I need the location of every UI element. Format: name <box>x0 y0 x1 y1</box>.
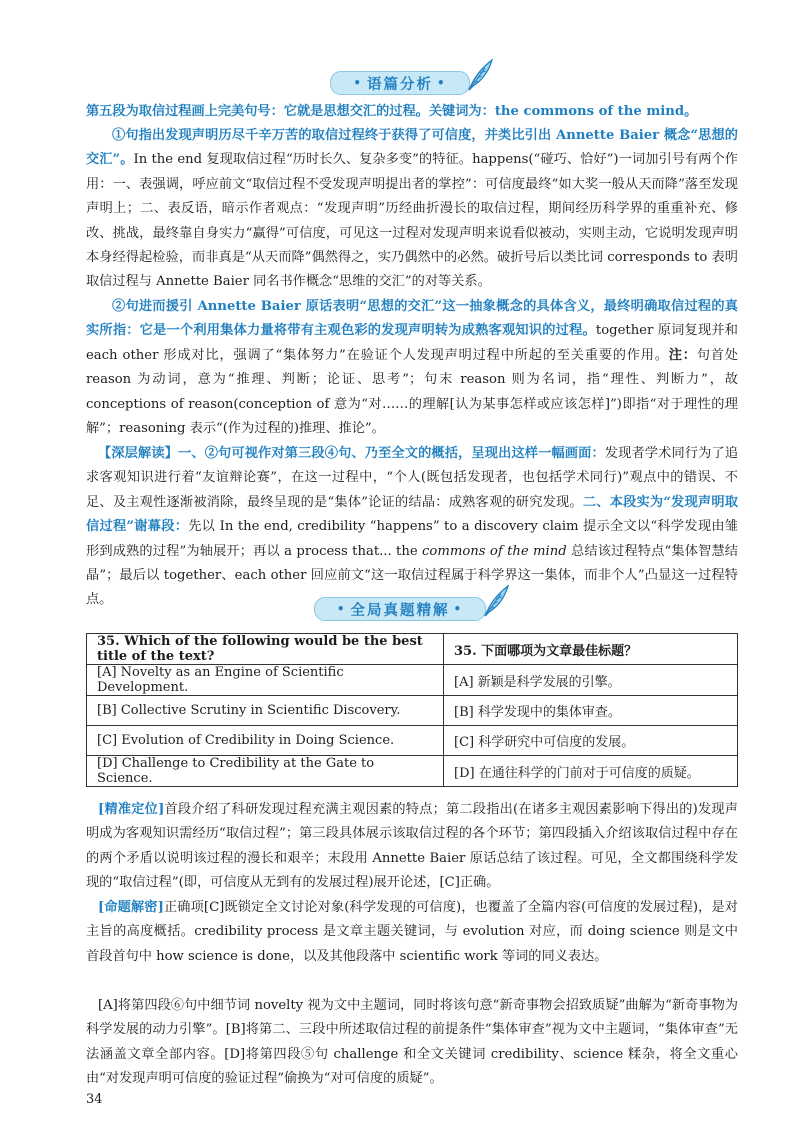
deep-reading-point1: 一、②句可视作对第三段④句、乃至全文的概括，呈现出这样一幅画面： <box>178 446 605 461</box>
quill-icon <box>465 58 495 92</box>
table-row <box>87 756 738 787</box>
deep-reading-point2: 二、本段实为“发现声明取信过程”谢幕段： <box>86 494 739 535</box>
note-label: 注： <box>668 347 697 363</box>
sentence2-text: together 原词复现并和 each other 形成对比，强调了“集体努力”在验证个人发现声明过程中所起的至关重要的作用。 <box>86 323 738 363</box>
table-row <box>87 696 738 726</box>
option-c-en: [C] Evolution of Credibility in Doing Science. <box>87 726 444 756</box>
option-a-zh: [A] 新颖是科学发展的引擎。 <box>444 665 738 696</box>
note-text: 句首处 reason 为动词，意为“推理、判断；论证、思考”；句末 reason 则为名词，指“理性、判断力”，故 conceptions of reason(conception of 意为“对……的理解[认为某事怎样或应该怎样]”)即指“对于理性的理解”；reasoning 表示“(作为过程的)推理、推论”。 <box>86 347 738 437</box>
exam-title: 全局真题精解 <box>350 602 450 619</box>
sentence1-text: In the end 复现取信过程“历时长久、复杂多变”的特征。happens(“碰巧、恰好”)一词加引号有两个作用：一、表强调，呼应前文“取信过程不受发现声明提出者的掌控”：可信度最终“如大奖一般从天而降”落至发现声明上；二、表反语，暗示作者观点：“发现声明”历经曲折漫长的取信过程，期间经历科学界的重重补充、修改、挑战，最终靠自身实力“赢得”可信度，可见这一过程对发现声明来说看似被动，实则主动，它说明发现声明本身经得起检验，而非真是“从天而降”偶然得之，实乃偶然中的必然。破折号后以类比词 corresponds to 表明取信过程与 Annette Baier 同名书作概念“思维的交汇”的对等关系。 <box>86 152 738 290</box>
summary-lead: 第五段为取信过程画上完美句号：它就是思想交汇的过程。关键词为： <box>86 104 495 119</box>
question-table <box>86 633 738 787</box>
paragraph-summary <box>86 100 738 124</box>
table-header-row <box>87 634 738 665</box>
table-row <box>87 665 738 696</box>
question-en: 35. Which of the following would be the best title of the text? <box>87 634 444 665</box>
distractors-text: [A]将第四段⑥句中细节词 novelty 视为文中主题词，同时将该句意“新奇事物会招致质疑”曲解为“新奇事物为科学发展的动力引擎”。[B]将第二、三段中所述取信过程的前提条件“集体审查”视为文中主题词，“集体审查”无法涵盖文章全部内容。[D]将第四段⑤句 challenge 和全文关键词 credibility、science 糅杂，将全文重心由“对发现声明可信度的验证过程”偷换为“对可信度的质疑”。 <box>86 998 738 1087</box>
analysis-title: 语篇分析 <box>367 76 433 93</box>
summary-keyword: the commons of the mind。 <box>494 104 698 119</box>
decoding-text: 正确项[C]既锁定全文讨论对象(科学发现的可信度)，也覆盖了全篇内容(可信度的发展过程)，是对主旨的高度概括。credibility process 是文章主题关键词，与 evolution 对应，而 doing science 则是文中首段首句中 how science is done，以及其他段落中 scientific work 等词的同义表达。 <box>86 900 738 964</box>
deep-reading-text1: 发现者学术同行为了追求客观知识进行着“友谊辩论赛”，在这一过程中，“个人(既包括发现者，也包括学术同行)”观点中的错误、不足、及主观性逐渐被消除，最终呈现的是“集体”论证的结晶：成熟客观的研究发现。 <box>86 446 739 510</box>
precise-location-text: 首段介绍了科研发现过程充满主观因素的特点；第二段指出(在诸多主观因素影响下得出的)发现声明成为客观知识需经历“取信过程”；第三段具体展示该取信过程的各个环节；第四段插入介绍该取信过程中存在的两个矛盾以说明该过程的漫长和艰辛；末段用 Annette Baier 原话总结了该过程。可见，全文都围绕科学发现的“取信过程”(即，可信度从无到有的发展过程)展开论述，[C]正确。 <box>86 802 738 891</box>
sentence2-lead: ②句进而援引 Annette Baier 原话表明“思想的交汇”这一抽象概念的具体含义，最终明确取信过程的真实所指：它是一个利用集体力量将带有主观色彩的发现声明转为成熟客观知识的过程。 <box>86 299 738 339</box>
sentence1-lead: ①句指出发现声明历尽千辛万苦的取信过程终于获得了可信度，并类比引出 Annette Baier 概念“思想的交汇”。 <box>86 128 738 168</box>
question-zh: 35. 下面哪项为文章最佳标题？ <box>444 634 738 665</box>
exam-pill: • 全局真题精解 • <box>314 597 486 621</box>
analysis-pill: • 语篇分析 • <box>330 71 469 95</box>
deep-reading-text3: 总结该过程特点“集体智慧结晶”；最后以 together、each other 回应前文“这一取信过程属于科学界这一集体，而非个人”凸显这一过程特点。 <box>86 543 738 608</box>
deep-reading-text2: 先以 In the end, credibility “happens” to a discovery claim 提示全文以“科学发现由雏形到成熟的过程”为轴展开；再以 a process that... the <box>86 519 738 559</box>
exam-section-header <box>0 594 800 624</box>
precise-location-tag: [精准定位] <box>98 802 165 817</box>
page-number: 34 <box>86 1092 103 1107</box>
option-c-zh: [C] 科学研究中可信度的发展。 <box>444 726 738 756</box>
analysis-section-header <box>0 68 800 98</box>
paragraph-sentence1 <box>86 124 738 295</box>
quill-icon <box>481 584 511 618</box>
paragraph-distractors <box>86 994 738 1092</box>
paragraph-precise-location <box>86 798 738 896</box>
paragraph-decoding <box>86 896 738 969</box>
option-b-en: [B] Collective Scrutiny in Scientific Discovery. <box>87 696 444 726</box>
paragraph-deep-reading <box>86 442 738 613</box>
paragraph-sentence2 <box>86 295 738 441</box>
deep-reading-tag: 【深层解读】 <box>98 446 179 461</box>
option-d-en: [D] Challenge to Credibility at the Gate to Science. <box>87 756 444 787</box>
decoding-tag: [命题解密] <box>98 900 164 915</box>
option-b-zh: [B] 科学发现中的集体审查。 <box>444 696 738 726</box>
table-row <box>87 726 738 756</box>
option-a-en: [A] Novelty as an Engine of Scientific Development. <box>87 665 444 696</box>
deep-reading-italic: commons of the mind <box>422 543 567 559</box>
option-d-zh: [D] 在通往科学的门前对于可信度的质疑。 <box>444 756 738 787</box>
